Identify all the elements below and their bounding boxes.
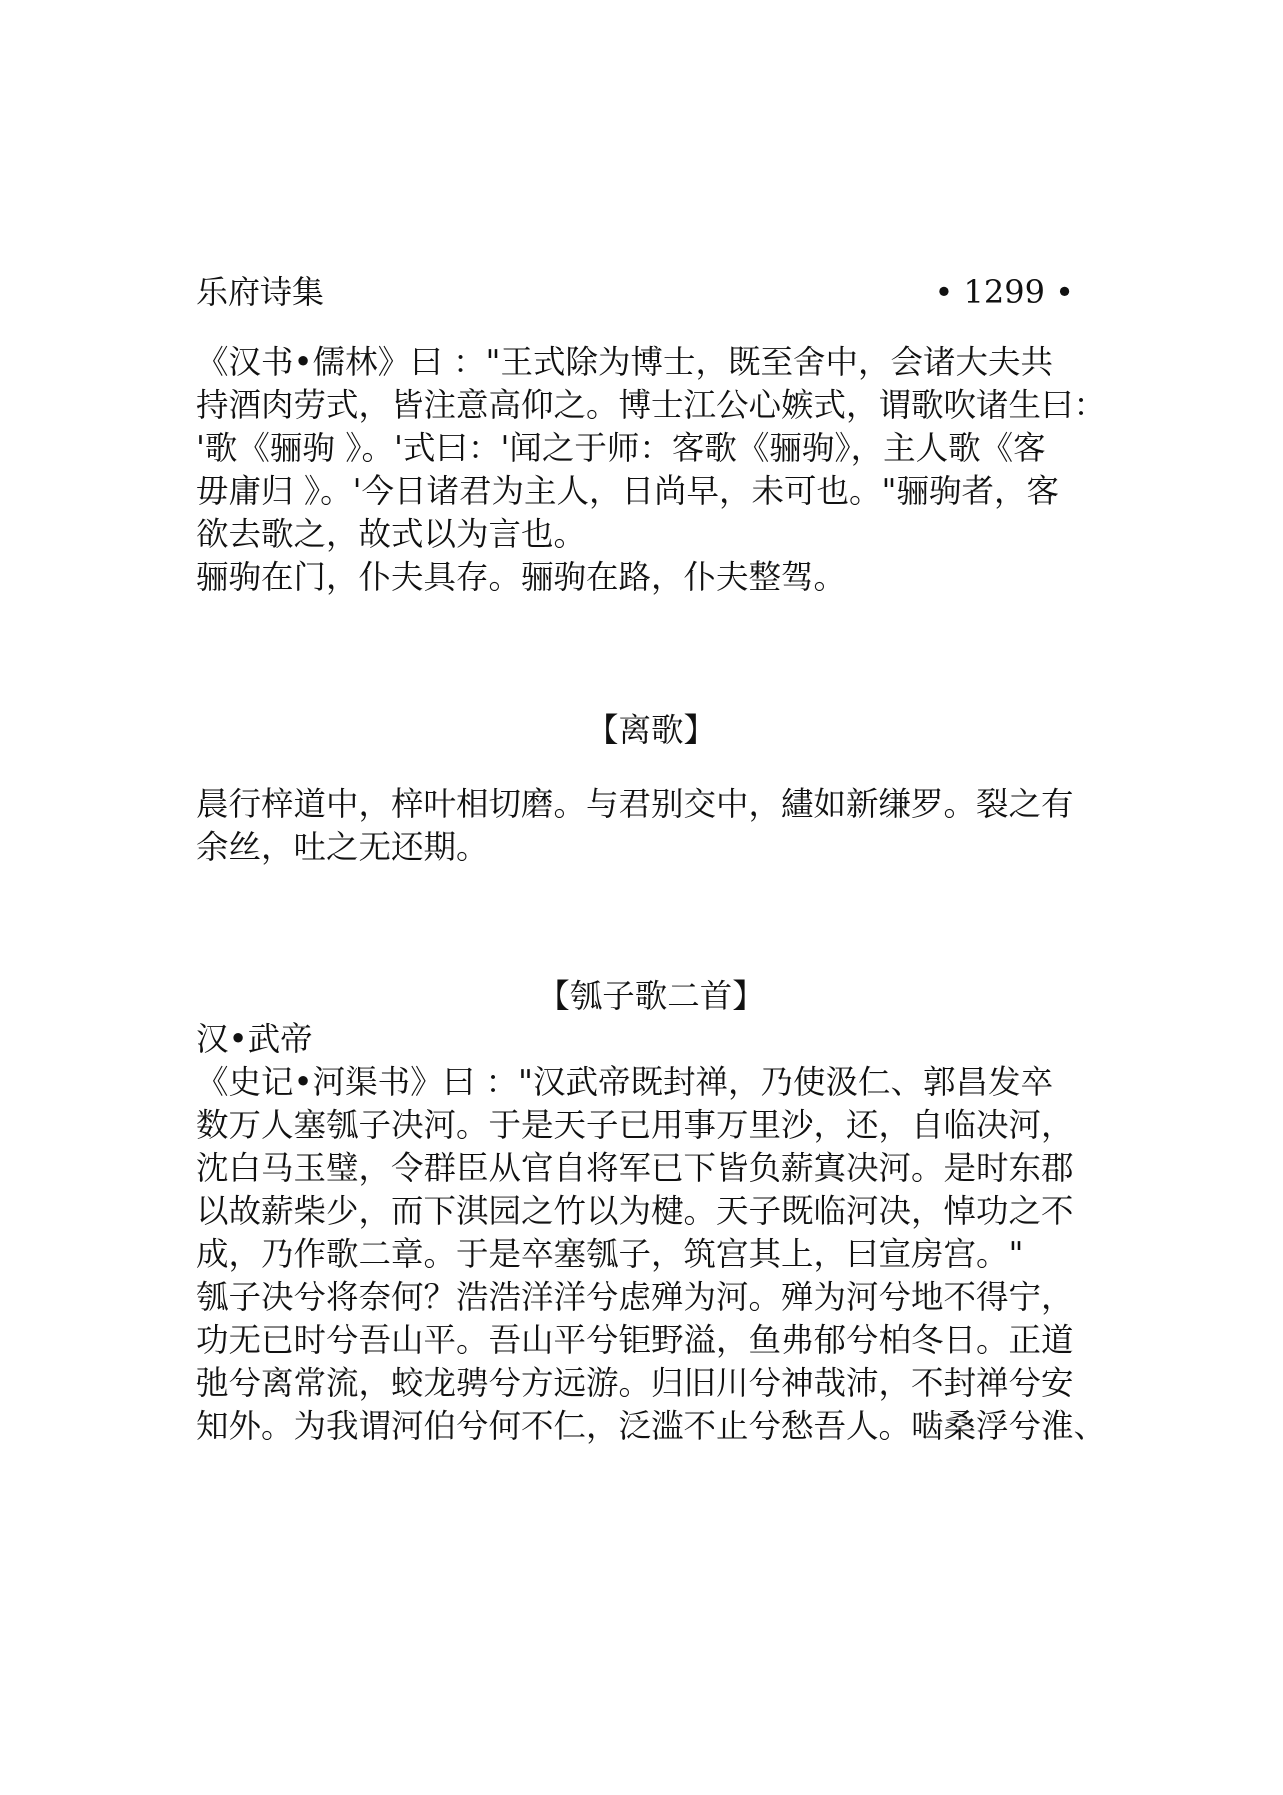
poem-line: 余丝，吐之无还期。 [196,828,489,866]
author-name: 汉•武帝 [196,1020,313,1058]
poem-line: 功无已时兮吾山平。吾山平兮钜野溢，鱼弗郁兮柏冬日。正道 [196,1321,1074,1359]
text-line: 持酒肉劳式，皆注意高仰之。博士江公心嫉式，谓歌吹诸生曰： [196,386,1107,424]
author-line [196,1018,1096,1061]
text-line: 《汉书•儒林》曰 ："王式除为博士，既至舍中，会诸大夫共 [196,343,1053,381]
poem-line: 晨行梓道中，梓叶相切磨。与君别交中，繣如新缣罗。裂之有 [196,785,1074,823]
poem-paragraph-lige [196,783,1096,869]
text-line: 成，乃作歌二章。于是卒塞瓠子，筑宫其上，曰宣房宫。" [196,1235,1024,1273]
text-line: 《史记•河渠书》曰 ："汉武帝既封禅，乃使汲仁、郭昌发卒 [196,1063,1053,1101]
text-line: 沈白马玉璧，令群臣从官自将军已下皆负薪寘决河。是时东郡 [196,1149,1074,1187]
poem-line: 弛兮离常流，蛟龙骋兮方远游。归旧川兮神哉沛，不封禅兮安 [196,1364,1074,1402]
text-line: 毋庸归 》。'今日诸君为主人，日尚早，未可也。"骊驹者，客 [196,472,1059,510]
commentary-paragraph-lijv [196,341,1107,599]
poem-line: 骊驹在门，仆夫具存。骊驹在路，仆夫整驾。 [196,558,847,596]
text-line: 以故薪柴少，而下淇园之竹以为楗。天子既临河决，悼功之不 [196,1192,1074,1230]
poem-line: 知外。为我谓河伯兮何不仁，泛滥不止兮愁吾人。啮桑浮兮淮、 [196,1407,1107,1445]
poem-line: 瓠子决兮将奈何？浩浩洋洋兮虑殚为河。殚为河兮地不得宁， [196,1278,1074,1316]
section-title: 【离歌】 [585,711,716,749]
commentary-paragraph-huzi [196,1061,1107,1448]
page-header [196,270,1096,314]
document-page [196,270,1107,1448]
text-line: 数万人塞瓠子决河。于是天子已用事万里沙，还，自临决河， [196,1106,1074,1144]
book-title: 乐府诗集 [196,273,325,311]
page-number: • 1299 • [934,273,1074,311]
text-line: 欲去歌之，故式以为言也。 [196,515,587,553]
section-title: 【瓠子歌二首】 [537,977,765,1015]
text-line: '歌《骊驹 》。'式曰：'闻之于师：客歌《骊驹》，主人歌《客 [196,429,1046,467]
